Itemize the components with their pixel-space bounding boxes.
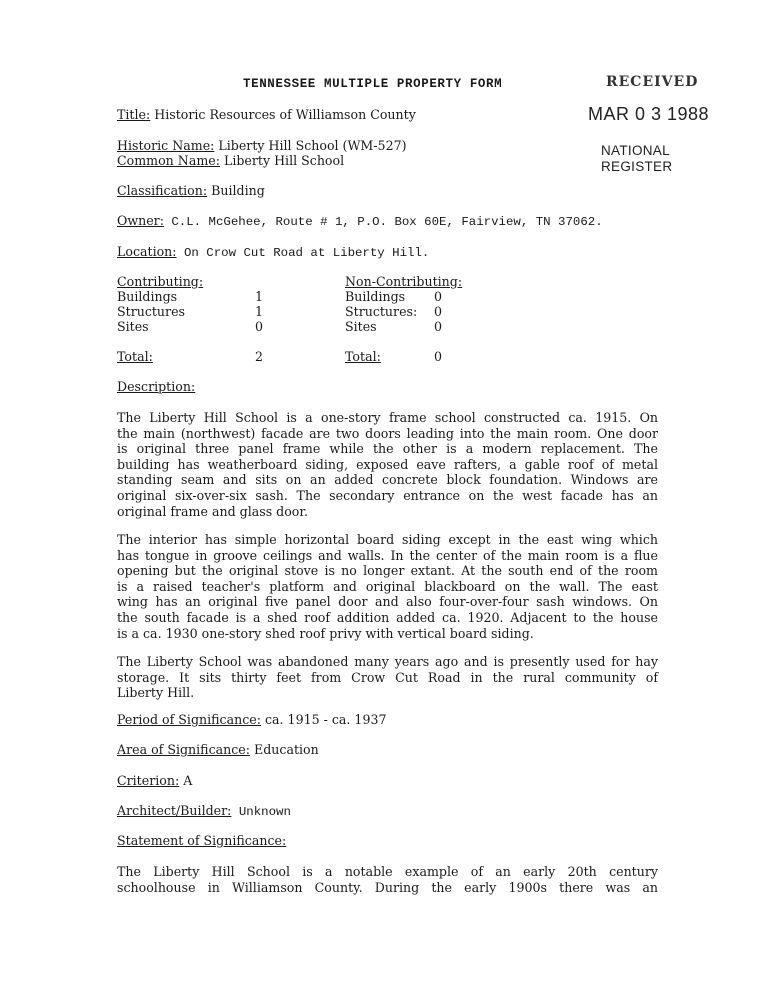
criterion-field (117, 773, 192, 789)
owner-value: C.L. McGehee, Route # 1, P.O. Box 60E, Fairview, TN 37062. (163, 215, 603, 229)
contributing-header: Contributing: (117, 274, 204, 289)
description-heading (117, 379, 195, 395)
classification-value: Building (207, 183, 265, 198)
architect-value: Unknown (231, 805, 291, 819)
text-line: The Liberty Hill School is a one-story frame school constructed ca. 1915. On (117, 410, 658, 425)
architect-label: Architect/Builder: (117, 803, 232, 818)
text-line: is original three panel frame while the other is a modern replacement. The (117, 441, 658, 457)
text-line: has tongue in groove ceilings and walls. In the center of the main room is a flue (117, 547, 658, 563)
common-name-field (117, 153, 344, 169)
text-line: storage. It sits thirty feet from Crow Cut Road in the rural community of (117, 669, 658, 685)
text-line: is a raised teacher's platform and original blackboard on the wall. The east (117, 578, 658, 594)
text-line: building has weatherboard siding, exposed eave rafters, a gable roof of metal (117, 456, 658, 472)
description-paragraph-2 (117, 532, 658, 641)
form-title: TENNESSEE MULTIPLE PROPERTY FORM (243, 77, 503, 91)
text-line: original six-over-six sash. The secondary entrance on the west facade has an (117, 487, 658, 503)
stamp-register-text: REGISTER (601, 159, 673, 174)
architect-field (117, 803, 291, 821)
stamp-national-text: NATIONAL (601, 143, 670, 158)
text-line: is a ca. 1930 one-story shed roof privy with vertical board siding. (117, 625, 534, 641)
received-date-stamp: MAR 0 3 1988 (588, 104, 710, 124)
total-label: Total: (117, 349, 153, 364)
location-field (117, 244, 429, 262)
statement-label: Statement of Significance: (117, 833, 287, 848)
area-value: Education (250, 742, 319, 757)
location-label: Location: (117, 244, 177, 259)
text-line: the main (northwest) facade are two doors leading into the main room. One door (117, 425, 658, 441)
location-value: On Crow Cut Road at Liberty Hill. (176, 246, 430, 260)
title-label: Title: (117, 107, 151, 122)
period-field (117, 712, 387, 728)
statement-heading (117, 833, 286, 849)
criterion-value: A (179, 773, 193, 788)
row-sites-nc-label: Sites (345, 319, 377, 334)
text-line: opening but the original stove is no longer extant. At the south end of the room (117, 563, 658, 579)
title-field (117, 107, 416, 123)
description-paragraph-3 (117, 654, 658, 701)
national-register-stamp (601, 143, 672, 175)
nc-total-label: Total: (345, 349, 381, 364)
classification-label: Classification: (117, 183, 208, 198)
text-line: wing has an original five panel door and also four-over-four sash windows. On (117, 594, 658, 610)
total-noncontributing: 0 (434, 349, 443, 364)
classification-field (117, 183, 265, 199)
description-label: Description: (117, 379, 196, 394)
description-paragraph-1 (117, 410, 658, 519)
text-line: standing seam and sits on an added concrete block foundation. Windows are (117, 472, 658, 488)
text-line: The interior has simple horizontal board siding except in the east wing which (117, 532, 658, 547)
period-value: ca. 1915 - ca. 1937 (260, 712, 387, 727)
text-line: The Liberty School was abandoned many years ago and is presently used for hay (117, 654, 658, 669)
received-stamp: RECEIVED (606, 74, 699, 90)
row-buildings-nc-label: Buildings (345, 289, 406, 304)
row-sites-noncontributing: 0 (434, 319, 443, 334)
common-name-value: Liberty Hill School (219, 153, 345, 168)
period-label: Period of Significance: (117, 712, 261, 727)
text-line: original frame and glass door. (117, 503, 309, 519)
row-buildings-contributing: 1 (255, 289, 264, 304)
area-label: Area of Significance: (117, 742, 251, 757)
row-sites-contributing: 0 (255, 319, 264, 334)
noncontributing-header: Non-Contributing: (345, 274, 463, 289)
historic-name-label: Historic Name: (117, 138, 215, 153)
criterion-label: Criterion: (117, 773, 180, 788)
historic-name-value: Liberty Hill School (WM-527) (214, 138, 407, 153)
common-name-label: Common Name: (117, 153, 220, 168)
row-structures-label: Structures (117, 304, 185, 319)
row-sites-label: Sites (117, 319, 149, 334)
title-value: Historic Resources of Williamson County (150, 107, 416, 122)
row-buildings-noncontributing: 0 (434, 289, 443, 304)
total-contributing: 2 (255, 349, 264, 364)
row-structures-nc-label: Structures: (345, 304, 418, 319)
text-line: the south facade is a shed roof addition added ca. 1920. Adjacent to the house (117, 609, 658, 625)
area-field (117, 742, 319, 758)
row-structures-contributing: 1 (255, 304, 264, 319)
text-line: Liberty Hill. (117, 685, 195, 701)
owner-label: Owner: (117, 213, 164, 228)
row-buildings-label: Buildings (117, 289, 178, 304)
historic-name-field (117, 138, 407, 154)
text-line: The Liberty Hill School is a notable example of an early 20th century (117, 864, 658, 879)
row-structures-noncontributing: 0 (434, 304, 443, 319)
statement-paragraph (117, 864, 658, 895)
owner-field (117, 213, 603, 231)
text-line: schoolhouse in Williamson County. During the early 1900s there was an (117, 879, 658, 895)
